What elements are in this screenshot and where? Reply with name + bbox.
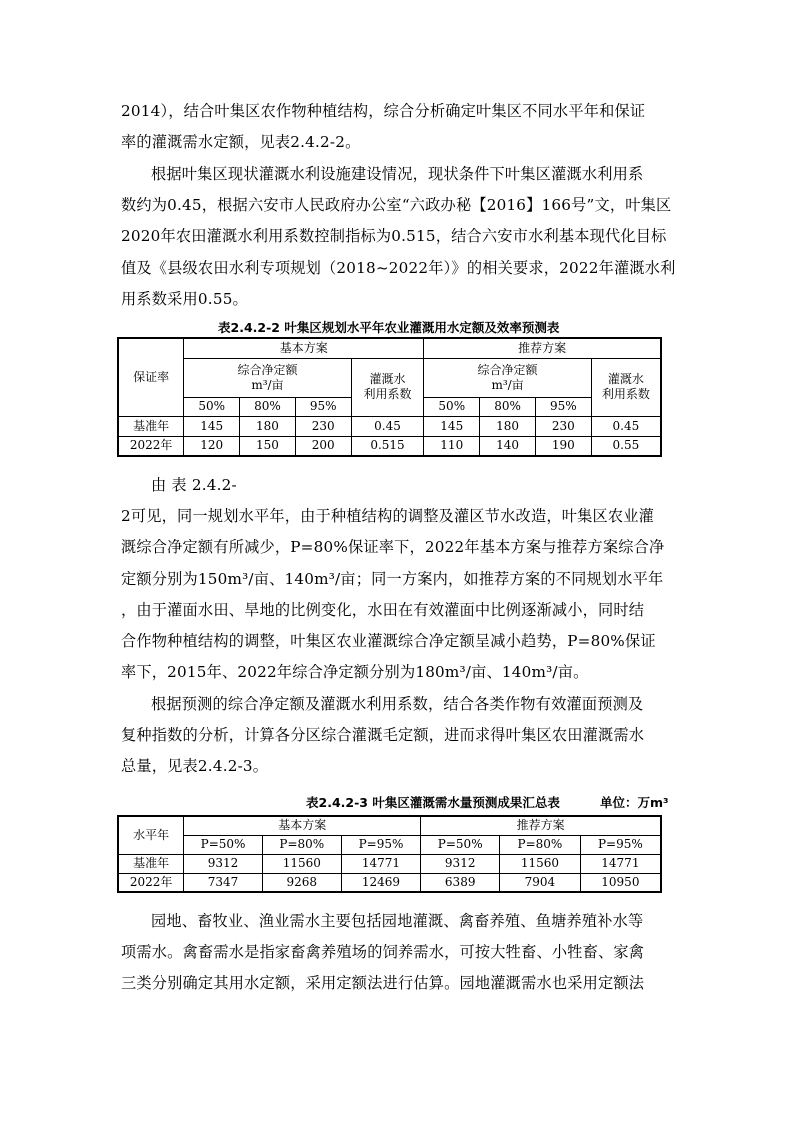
text-line: 2可见，同一规划水平年，由于种植结构的调整及灌区节水改造，叶集区农业灌 (121, 507, 655, 526)
text-line: 合作物种植结构的调整，叶集区农业灌溉综合净定额呈减小趋势，P=80%保证 (121, 632, 656, 651)
frequency-header: P=50% (184, 835, 263, 854)
net-quota-header (184, 358, 351, 397)
table-cell: 10950 (580, 873, 661, 892)
text-line: 根据叶集区现状灌溉水利设施建设情况，现状条件下叶集区灌溉水利用系 (151, 165, 644, 183)
text-line: 值及《县级农田水利专项规划（2018~2022年）》的相关要求，2022年灌溉水利 (121, 258, 676, 277)
net-quota-header (424, 358, 591, 397)
text-line: 项需水。禽畜需水是指家畜禽养殖场的饲养需水，可按大牲畜、小牲畜、家禽 (121, 943, 645, 962)
table-2-water-demand (117, 815, 662, 893)
text-line: 总量，见表2.4.2-3。 (121, 757, 269, 776)
table-cell: 140 (480, 436, 536, 456)
table-cell: 7904 (500, 873, 581, 892)
scheme-basic-header: 基本方案 (184, 816, 421, 835)
table-cell: 200 (295, 436, 351, 456)
text-line: 用系数采用0.55。 (121, 289, 248, 308)
frequency-header: 50% (184, 397, 240, 416)
scheme-recommended-header: 推荐方案 (421, 816, 661, 835)
frequency-header: P=95% (580, 835, 661, 854)
text-line: 数约为0.45，根据六安市人民政府办公室“六政办秘【2016】166号”文，叶集区 (121, 196, 672, 215)
table-cell: 120 (184, 436, 240, 456)
table-cell: 0.55 (591, 436, 661, 456)
table-1-irrigation-quota (117, 337, 662, 457)
frequency-header: 95% (295, 397, 351, 416)
text-line: 定额分别为150m³/亩、140m³/亩；同一方案内，如推荐方案的不同规划水平年 (121, 569, 664, 588)
row-header: 水平年 (118, 816, 184, 854)
table-cell: 14771 (580, 854, 661, 873)
table-cell: 9312 (421, 854, 500, 873)
table-cell: 7347 (184, 873, 263, 892)
text-fragment: 由 (151, 476, 167, 494)
table-row (118, 416, 661, 436)
table-cell: 9268 (262, 873, 341, 892)
table-cell: 230 (535, 416, 591, 436)
table-cell: 0.45 (591, 416, 661, 436)
paragraph-3 (121, 470, 672, 688)
frequency-header: P=50% (421, 835, 500, 854)
table-cell: 110 (424, 436, 480, 456)
efficiency-header (351, 358, 424, 416)
text-line (121, 470, 672, 501)
table-cell: 6389 (421, 873, 500, 892)
efficiency-header (591, 358, 661, 416)
text-line: 率下，2015年、2022年综合净定额分别为180m³/亩、140m³/亩。 (121, 663, 589, 682)
table-cell: 180 (240, 416, 296, 436)
text-line: 根据预测的综合净定额及灌溉水利用系数，结合各类作物有效灌面预测及 (151, 695, 644, 713)
table-cell: 9312 (184, 854, 263, 873)
table-cell: 150 (240, 436, 296, 456)
frequency-header: P=95% (341, 835, 421, 854)
paragraph-5 (121, 906, 672, 1000)
text-line: 溉综合净定额有所减少，P=80%保证率下，2022年基本方案与推荐方案综合净 (121, 538, 665, 557)
frequency-header: 80% (480, 397, 536, 416)
net-quota-label: 综合净定额 (477, 362, 538, 377)
table-cell: 145 (424, 416, 480, 436)
row-year: 2022年 (118, 873, 184, 892)
scheme-basic-header: 基本方案 (184, 338, 424, 358)
table-cell: 12469 (341, 873, 421, 892)
text-line: 三类分别确定其用水定额，采用定额法进行估算。园地灌溉需水也采用定额法 (121, 974, 645, 993)
net-quota-unit: m³/亩 (251, 377, 284, 392)
table-cell: 145 (184, 416, 240, 436)
text-line: 复种指数的分析，计算各分区综合灌溉毛定额，进而求得叶集区农田灌溉需水 (121, 726, 645, 745)
table-1-caption: 表2.4.2-2 叶集区规划水平年农业灌溉用水定额及效率预测表 (218, 320, 560, 335)
frequency-header: P=80% (500, 835, 581, 854)
text-line: 率的灌溉需水定额，见表2.4.2-2。 (121, 133, 361, 152)
frequency-header: 50% (424, 397, 480, 416)
table-row (118, 873, 661, 892)
efficiency-label: 利用系数 (363, 387, 412, 401)
efficiency-label: 灌溉水 (607, 372, 644, 386)
row-header: 保证率 (118, 338, 184, 416)
paragraph-4 (121, 689, 672, 783)
text-line: 园地、畜牧业、渔业需水主要包括园地灌溉、禽畜养殖、鱼塘养殖补水等 (151, 912, 644, 930)
table-2-caption: 表2.4.2-3 叶集区灌溉需水量预测成果汇总表 (306, 795, 560, 810)
text-fragment: 表 (171, 476, 187, 494)
table-cell: 190 (535, 436, 591, 456)
table-cell: 0.515 (351, 436, 424, 456)
net-quota-unit: m³/亩 (491, 377, 524, 392)
frequency-header: 80% (240, 397, 296, 416)
efficiency-label: 利用系数 (601, 387, 650, 401)
row-year: 2022年 (118, 436, 184, 456)
table-cell: 14771 (341, 854, 421, 873)
table-row (118, 436, 661, 456)
table-cell: 180 (480, 416, 536, 436)
paragraph-1 (121, 96, 672, 158)
table-2-unit: 单位：万m³ (600, 795, 669, 810)
table-cell: 230 (295, 416, 351, 436)
text-line: ，由于灌面水田、旱地的比例变化，水田在有效灌面中比例逐渐减小，同时结 (121, 600, 645, 619)
row-year: 基准年 (118, 416, 184, 436)
text-line: 2020年农田灌溉水利用系数控制指标为0.515，结合六安市水利基本现代化目标 (121, 227, 667, 246)
table-cell: 11560 (262, 854, 341, 873)
table-row (118, 854, 661, 873)
table-cell: 0.45 (351, 416, 424, 436)
net-quota-label: 综合净定额 (237, 362, 298, 377)
paragraph-2 (121, 159, 676, 315)
row-year: 基准年 (118, 854, 184, 873)
table-cell: 11560 (500, 854, 581, 873)
frequency-header: P=80% (262, 835, 341, 854)
text-line: 2014），结合叶集区农作物种植结构，综合分析确定叶集区不同水平年和保证 (121, 102, 646, 120)
text-fragment: 2.4.2- (191, 476, 237, 494)
efficiency-label: 灌溉水 (369, 372, 406, 386)
scheme-recommended-header: 推荐方案 (424, 338, 661, 358)
frequency-header: 95% (535, 397, 591, 416)
